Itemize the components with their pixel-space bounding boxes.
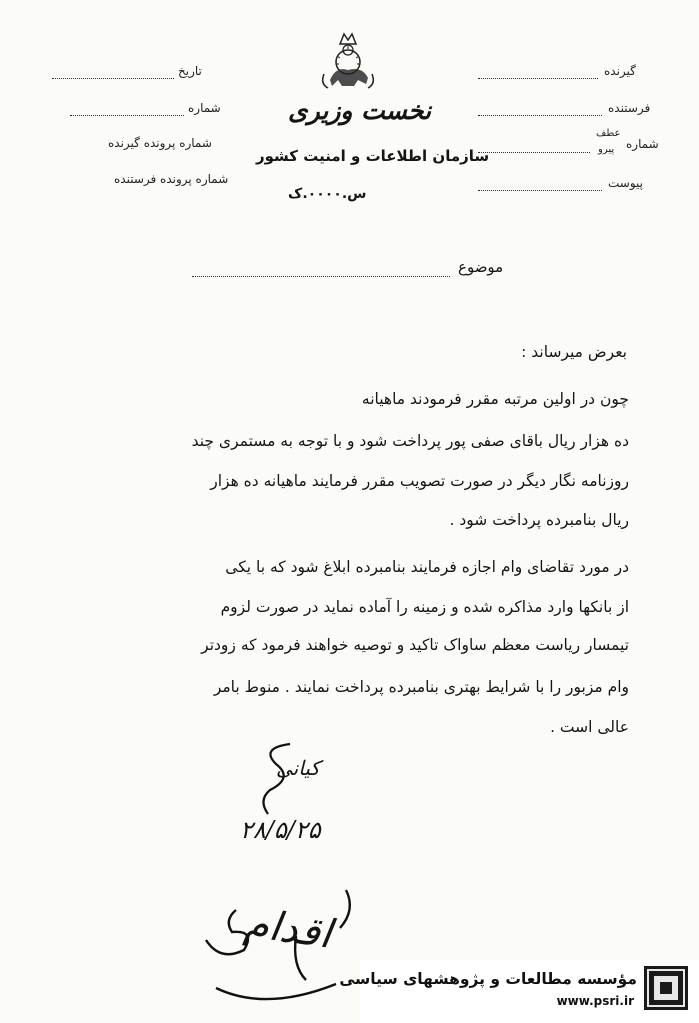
subject-label: موضوع [458,258,504,276]
body-line: ده هزار ریال باقای صفی پور پرداخت شود و با توجه به مستمری چند [191,432,629,450]
body-line: از بانکها وارد مذاکره شده و زمینه را آماده نماید در صورت لزوم [220,598,629,616]
body-line: در مورد تقاضای وام اجازه فرمایند بنامبرده ابلاغ شود که با یکی [225,558,629,576]
reference-dotted-line [478,152,590,153]
recipient-label: گیرنده [604,64,636,78]
signature-name: کیانی [276,756,320,780]
institute-name: مؤسسه مطالعات و پژوهشهای سیاسی [339,970,637,988]
body-line: تیمسار ریاست معظم ساواک تاکید و توصیه خواهند فرمود که زودتر [201,636,629,654]
date-dotted-line [52,78,174,79]
number-dotted-line [70,115,184,116]
handwritten-note: اقدام [241,900,335,958]
reference-sub-atf: عطف [596,128,621,139]
psri-logo-icon [644,966,688,1010]
number-label: شماره [188,101,221,115]
body-line: چون در اولین مرتبه مقرر فرمودند ماهیانه [361,390,629,408]
body-line: روزنامه نگار دیگر در صورت تصویب مقرر فرمایند ماهیانه ده هزار [210,472,629,490]
date-label: تاریخ [178,64,202,78]
sender-label: فرستنده [608,101,651,115]
institute-url: www.psri.ir [556,994,634,1008]
letterhead-reference: س.۰۰۰۰.ک [288,186,367,202]
reference-number-label: شماره [626,137,659,151]
body-line: عالی است . [550,718,629,736]
signature-date: ۲۸/۵/۲۵ [240,816,321,844]
salutation: بعرض میرساند : [521,343,627,361]
lion-and-sun-emblem-icon [318,30,378,92]
attachment-label: پیوست [608,176,643,190]
letterhead-title: نخست وزیری [288,96,432,125]
receiver-file-number-label: شماره پرونده گیرنده [108,136,212,150]
recipient-dotted-line [478,78,598,79]
body-line: ریال بنامبرده پرداخت شود . [449,511,629,529]
handwritten-scribble-icon [196,880,386,1020]
letterhead-subtitle: سازمان اطلاعات و امنیت کشور [256,147,490,165]
body-line: وام مزبور را با شرایط بهتری بنامبرده پرداخت نمایند . منوط بامر [213,678,629,696]
subject-dotted-line [192,276,450,277]
reference-sub-peyro: پیرو [598,144,615,155]
attachment-dotted-line [478,190,602,191]
sender-file-number-label: شماره پرونده فرستنده [114,172,229,186]
sender-dotted-line [478,115,602,116]
